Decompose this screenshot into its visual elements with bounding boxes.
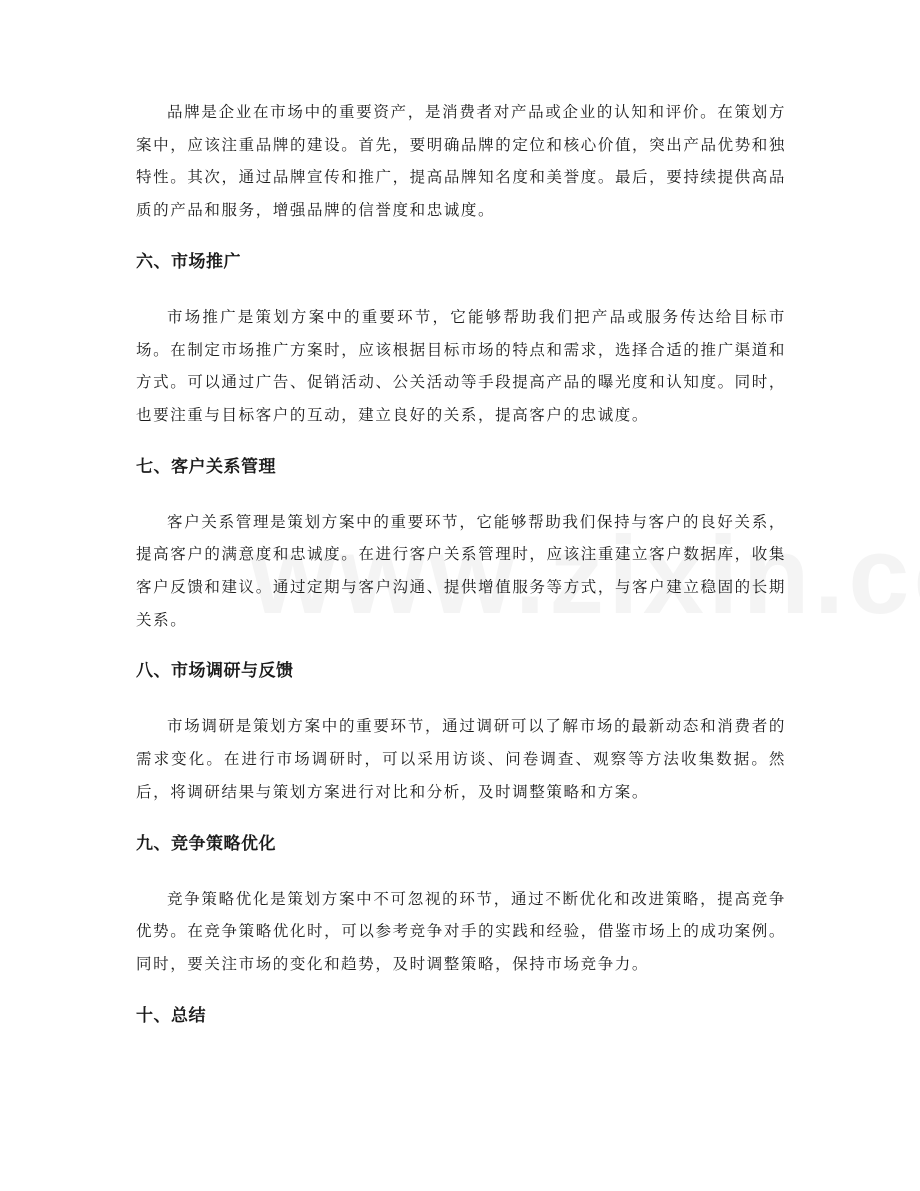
competition-strategy-paragraph: 竞争策略优化是策划方案中不可忽视的环节，通过不断优化和改进策略，提高竞争优势。在竞争策略优化时，可以参考竞争对手的实践和经验，借鉴市场上的成功案例。同时，要关注市场的变化和趋势，及时调整策略，保持市场竞争力。 xyxy=(136,889,786,973)
heading-competition-strategy: 九、竞争策略优化 xyxy=(136,833,276,854)
heading-market-promotion: 六、市场推广 xyxy=(136,251,241,272)
customer-relationship-paragraph: 客户关系管理是策划方案中的重要环节，它能够帮助我们保持与客户的良好关系，提高客户的满意度和忠诚度。在进行客户关系管理时，应该注重建立客户数据库，收集客户反馈和建议。通过定期与客户沟通、提供增值服务等方式，与客户建立稳固的长期关系。 xyxy=(136,512,786,629)
market-promotion-paragraph: 市场推广是策划方案中的重要环节，它能够帮助我们把产品或服务传达给目标市场。在制定市场推广方案时，应该根据目标市场的特点和需求，选择合适的推广渠道和方式。可以通过广告、促销活动、公关活动等手段提高产品的曝光度和认知度。同时，也要注重与目标客户的互动，建立良好的关系，提高客户的忠诚度。 xyxy=(136,307,786,424)
document-page xyxy=(136,96,786,1036)
brand-paragraph: 品牌是企业在市场中的重要资产，是消费者对产品或企业的认知和评价。在策划方案中，应该注重品牌的建设。首先，要明确品牌的定位和核心价值，突出产品优势和独特性。其次，通过品牌宣传和推广，提高品牌知名度和美誉度。最后，要持续提供高品质的产品和服务，增强品牌的信誉度和忠诚度。 xyxy=(136,103,786,220)
market-research-paragraph: 市场调研是策划方案中的重要环节，通过调研可以了解市场的最新动态和消费者的需求变化。在进行市场调研时，可以采用访谈、问卷调查、观察等方法收集数据。然后，将调研结果与策划方案进行对比和分析，及时调整策略和方案。 xyxy=(136,717,786,801)
heading-summary: 十、总结 xyxy=(136,1005,206,1026)
heading-market-research: 八、市场调研与反馈 xyxy=(136,661,294,682)
heading-customer-relationship: 七、客户关系管理 xyxy=(136,456,276,477)
